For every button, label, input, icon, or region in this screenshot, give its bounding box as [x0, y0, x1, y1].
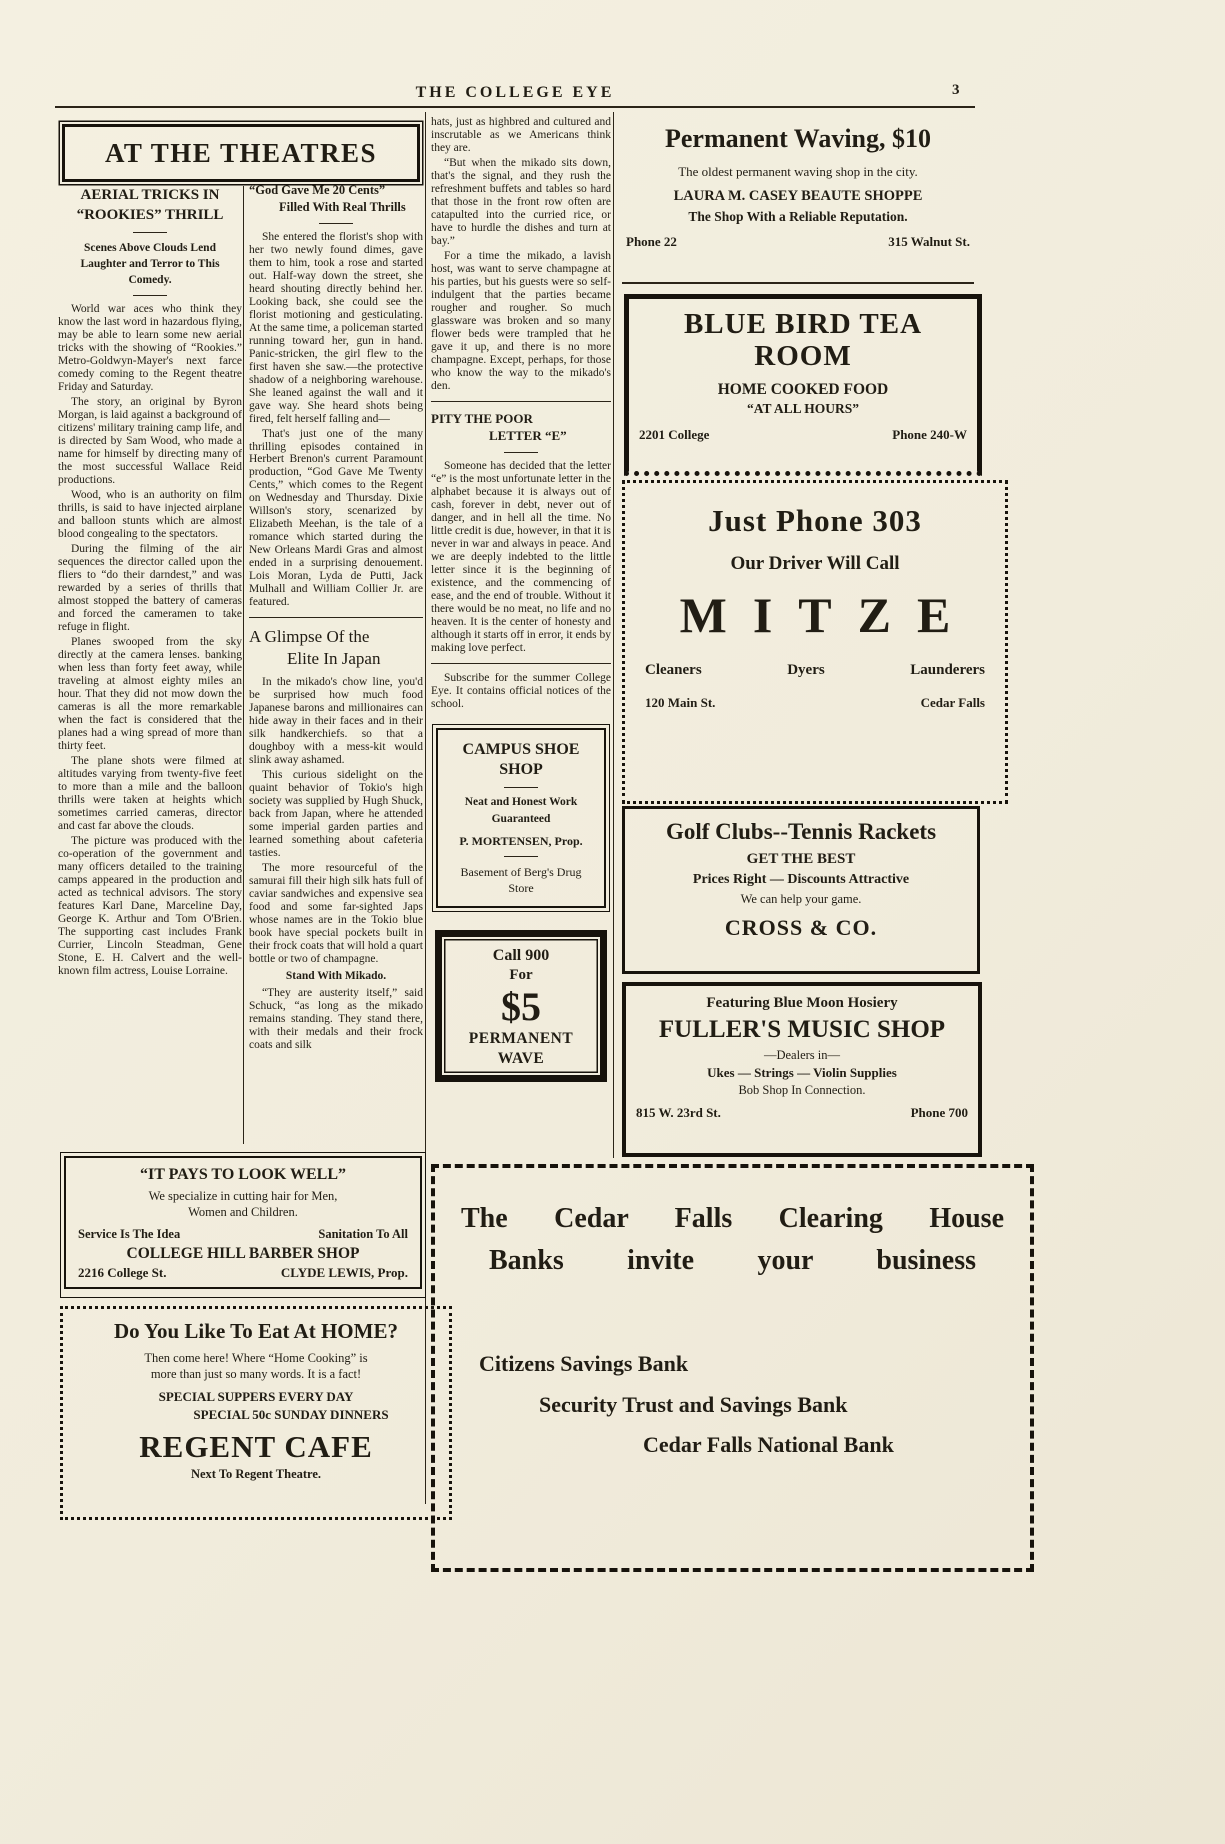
headline-line: “God Gave Me 20 Cents”	[249, 183, 386, 197]
ad-headline	[461, 1198, 1004, 1282]
ad-business-name: COLLEGE HILL BARBER SHOP	[126, 1244, 360, 1262]
ad-title	[629, 309, 977, 373]
section-rule	[504, 452, 538, 453]
ad-phone-line: Just Phone 303	[708, 503, 922, 538]
ad-address: 120 Main St.	[645, 694, 716, 710]
ad-address: 2216 College St.	[78, 1264, 167, 1280]
ad-text: SPECIAL SUPPERS EVERY DAY	[158, 1388, 354, 1404]
ad-text: Then come here! Where “Home Cooking” is more than just so many words. It is a fact!	[144, 1351, 368, 1382]
column-rule	[243, 186, 244, 1144]
column-2	[249, 182, 423, 1144]
ad-text: Neat and Honest Work	[464, 796, 578, 809]
headline-line: LETTER “E”	[489, 428, 567, 444]
ad-title-line: CAMPUS SHOE	[462, 741, 580, 759]
column-3	[431, 116, 611, 1156]
section-rule	[249, 617, 423, 618]
ad-address: 2201 College	[639, 426, 710, 442]
ad-campus-inner	[436, 728, 606, 908]
headline-line: PITY THE POOR	[431, 410, 533, 426]
ad-text: The Shop With a Reliable Reputation.	[688, 209, 908, 224]
ad-text: HOME COOKED FOOD	[717, 380, 889, 398]
ad-fullers-music-shop	[622, 982, 982, 1157]
ad-title: Golf Clubs--Tennis Rackets	[665, 819, 937, 844]
ad-clearing-house-banks	[431, 1164, 1034, 1572]
ad-business-name: MITZE	[679, 587, 977, 643]
newspaper-title: THE COLLEGE EYE	[415, 84, 615, 101]
ad-phone: Phone 700	[910, 1105, 968, 1120]
ad-text: GET THE BEST	[746, 851, 856, 867]
paragraph: The picture was produced with the co-operation of the government and many officers detailed to the training camps appeared in the production and acted as technical advisors. The story features Karl Dane, Marceline Day, George K. Arthur and Tom O'Brien. The supporting cast includes Frank Currier, Lincoln Steadman, Gene Stone, E. H. Calvert and the well-known film actress, Louise Lorraine.	[58, 834, 242, 977]
article-headline	[249, 626, 423, 670]
ad-text: Bob Shop In Connection.	[738, 1083, 866, 1097]
ad-permanent-wave-call	[435, 930, 607, 1082]
ad-slogan-row	[78, 1227, 408, 1242]
ad-headline-line: The Cedar Falls Clearing House	[461, 1203, 1004, 1234]
ad-contact-row	[626, 1105, 978, 1121]
ad-address: 815 W. 23rd St.	[636, 1105, 721, 1120]
bank-name: Security Trust and Savings Bank	[539, 1391, 848, 1417]
ad-business-name: CROSS & CO.	[724, 915, 878, 940]
paragraph: The story, an original by Byron Morgan, is laid against a background of citizens' military training camp life, and is directed by Sam Wood, who made a name for himself by directing many of the most successful Wallace Reid productions.	[58, 396, 242, 487]
ad-title: “IT PAYS TO LOOK WELL”	[139, 1166, 346, 1183]
ad-text: “AT ALL HOURS”	[746, 400, 860, 416]
section-rule	[431, 401, 611, 402]
ad-title	[446, 740, 596, 780]
ad-contact-row	[78, 1265, 408, 1281]
ad-service: Dyers	[787, 661, 825, 678]
ad-text-line: Women and Children.	[188, 1205, 298, 1220]
paragraph: Someone has decided that the letter “e” is the most unfortunate letter in the alphabet because it is always out of cash, forever in debt, never out of danger, and in hell all the time. No little credit is due, however, in that it is never in war and always in peace. And we are deeply indebted to the little letter since it is the beginning of existence, and the commencing of ease, and the end of trouble. Without it there would be no meat, no life and no heaven. It is the center of honesty and although it starts off in error, it ends by making love perfect.	[431, 459, 611, 654]
ad-text: Prices Right — Discounts Attractive	[692, 872, 910, 887]
ad-slogan: Service Is The Idea	[78, 1226, 181, 1241]
ad-title-line: ROOM	[754, 339, 852, 372]
subscribe-note: Subscribe for the summer College Eye. It contains official notices of the school.	[431, 671, 611, 710]
paragraph: “They are austerity itself,” said Schuck, “as long as the mikado remains standing. They stand there, with their medals and their frock coats and silk	[249, 987, 423, 1052]
ad-text: The oldest permanent waving shop in the city.	[678, 164, 918, 179]
ad-text: SPECIAL 50c SUNDAY DINNERS	[193, 1406, 389, 1422]
section-rule	[133, 232, 167, 233]
headline-line: Elite In Japan	[287, 649, 381, 669]
ad-proprietor: CLYDE LEWIS, Prop.	[280, 1264, 408, 1280]
ad-text: We can help your game.	[740, 892, 862, 906]
ad-cross-and-co	[622, 806, 980, 974]
article-headline	[58, 186, 242, 225]
ad-title: Do You Like To Eat At HOME?	[114, 1319, 398, 1343]
ad-contact-row	[622, 234, 974, 250]
ad-phone: Phone 240-W	[892, 426, 967, 442]
column-1	[58, 186, 242, 1146]
ad-text-line: We specialize in cutting hair for Men,	[148, 1189, 338, 1203]
paragraph: The more resourceful of the samurai fill their high silk hats full of caviar sandwiches and expensive sea food and some far-sighted Japs whose names are in the Tokio blue book have special pockets built in their frock coats that will hold a quart bottle or two of champagne.	[249, 862, 423, 966]
ad-services-row	[639, 662, 991, 679]
ad-title-line: BLUE BIRD TEA	[683, 308, 923, 340]
ad-casey-beaute-shoppe	[622, 118, 974, 284]
paragraph: hats, just as highbred and cultured and inscrutable as we Americans think they are.	[431, 116, 611, 154]
article-crosshead: Stand With Mikado.	[285, 970, 387, 983]
ad-phone: Phone 22	[626, 234, 677, 249]
ad-text: Call 900	[492, 947, 550, 965]
article-subhead: Scenes Above Clouds Lend Laughter and Terror to This Comedy.	[80, 242, 220, 287]
ad-city: Cedar Falls	[920, 694, 985, 710]
page-number: 3	[952, 82, 960, 98]
bank-name: Citizens Savings Bank	[479, 1351, 689, 1376]
ad-title-line: SHOP	[499, 761, 543, 779]
ad-service: Launderers	[910, 661, 985, 678]
ad-text: PERMANENT	[468, 1030, 574, 1048]
ad-bank-list	[461, 1344, 1004, 1466]
ad-mitze-cleaners	[622, 480, 1008, 804]
ad-college-hill-barber	[60, 1152, 426, 1298]
section-rule	[504, 787, 538, 788]
masthead-rule	[55, 106, 975, 108]
paragraph: She entered the florist's shop with her two newly found dimes, gave them to him, took a rose and started out. Half-way down the street, she heard shouting directly behind her. Looking back, she could see the florist motioning and gesticulating. At the same time, a policeman started running toward her, gun in hand. Panic-stricken, the girl flew to the first haven she saw.—the protective shadow of a neighboring warehouse. She leaned against the wall and it gave way. She heard shots being fired, felt herself falling and—	[249, 230, 423, 425]
ad-text: Featuring Blue Moon Hosiery	[706, 995, 898, 1011]
ad-proprietor: P. MORTENSEN, Prop.	[459, 834, 583, 849]
paragraph: Planes swooped from the sky directly at the camera lenses. banking when less than forty feet away, while traveling at almost eighty miles an hour. That they did not mow down the cameras is all the more remarkable when the fact is considered that the planes had a wing spread of more than thirty feet.	[58, 635, 242, 752]
ad-contact-row	[629, 427, 977, 443]
ad-barber-inner	[64, 1156, 422, 1289]
headline-line: AERIAL TRICKS IN	[80, 187, 220, 203]
paragraph: That's just one of the many thrilling episodes contained in Herbert Brenon's current Paramount production, “God Gave Me Twenty Cents,” which comes to the Regent on Wednesday and Thursday. Dixie Willson's story, scenarized by Elizabeth Meehan, is the tale of a romance which started during the New Orleans Mardi Gras and almost ended in a surprising denouement. Lois Moran, Lyda de Putti, Jack Mulhall and William Collier Jr. are featured.	[249, 427, 423, 609]
headline-line: Filled With Real Thrills	[279, 199, 406, 214]
section-rule	[504, 856, 538, 857]
ad-text	[78, 1188, 408, 1221]
section-rule	[319, 223, 353, 224]
theatres-banner-title: AT THE THEATRES	[104, 137, 378, 168]
article-headline	[431, 410, 611, 445]
ad-text: WAVE	[497, 1049, 545, 1067]
ad-slogan: Sanitation To All	[318, 1226, 408, 1241]
paragraph: For a time the mikado, a lavish host, was want to serve champagne at his parties, but his guests were so self-indulgent that the parties became rougher and rougher. So much glassware was broken and so many flower beds were trampled that he gave it up, and there is no more champagne. Except, perhaps, for those who know the way to the mikado's den.	[431, 249, 611, 392]
ad-location	[446, 865, 596, 896]
ad-blue-bird-tea-room	[624, 294, 982, 476]
ad-headline-line: Banks invite your business	[489, 1245, 976, 1276]
ad-title: FULLER'S MUSIC SHOP	[658, 1016, 946, 1043]
ad-text: Guaranteed	[491, 813, 551, 826]
ad-address: 315 Walnut St.	[888, 234, 970, 249]
headline-line: “ROOKIES” THRILL	[76, 206, 224, 223]
paragraph: Wood, who is an authority on film thrills, is said to have injected airplane and balloon stunts which are almost blood congealing to the spectators.	[58, 489, 242, 541]
section-rule	[133, 295, 167, 296]
paragraph: In the mikado's chow line, you'd be surprised how much food Japanese barons and millionaires can hide away in their faces and in their silk handkerchiefs. so that a doughboy with a mess-kit would slink away ashamed.	[249, 676, 423, 767]
ad-contact-row	[639, 695, 991, 711]
ad-title: Permanent Waving, $10	[664, 124, 932, 153]
ad-text: —Dealers in—	[763, 1048, 841, 1062]
ad-business-name: LAURA M. CASEY BEAUTE SHOPPE	[673, 188, 923, 204]
ad-campus-shoe-shop	[432, 724, 610, 912]
ad-text: Ukes — Strings — Violin Supplies	[707, 1065, 897, 1080]
ad-text: Store	[508, 880, 534, 895]
bank-name: Cedar Falls National Bank	[643, 1432, 894, 1458]
ad-text: Our Driver Will Call	[730, 553, 900, 574]
paragraph: World war aces who think they know the last word in hazardous flying, may be able to learn some new aerial tricks with the showing of “Rookies.” Metro-Goldwyn-Mayer's next farce comedy coming to the Regent theatre Friday and Saturday.	[58, 303, 242, 394]
article-headline	[249, 182, 423, 216]
paragraph: “But when the mikado sits down, that's the signal, and they rush the refreshment buffets and tables so hard that those in the front row often are catapulted into the curried rice, or have to hurdle the dishes and turn at bay.”	[431, 156, 611, 247]
ad-text: Next To Regent Theatre.	[190, 1466, 322, 1481]
paragraph: During the filming of the air sequences the director called upon the fliers to “do their darndest,” and was rewarded by a series of thrills that almost stopped the battery of cameras and forced the cameramen to take refuge in flight.	[58, 543, 242, 633]
ad-text: For	[509, 967, 533, 984]
ad-price: $5	[501, 984, 541, 1030]
ad-business-name: REGENT CAFE	[139, 1428, 373, 1464]
theatres-section-banner	[62, 124, 420, 182]
column-rule	[613, 112, 614, 1158]
section-rule	[431, 663, 611, 664]
paragraph: This curious sidelight on the quaint behavior of Tokio's high society was supplied by Hugh Shuck, back from Japan, where he attended some imperial garden parties and learned something about cafeteria tasties.	[249, 769, 423, 860]
paragraph: The plane shots were filmed at altitudes varying from twenty-five feet to more than a mile and the balloon thrills were taken at heights which sometimes carried cameras, director and cast far above the clouds.	[58, 754, 242, 832]
ad-text: Basement of Berg's Drug	[460, 864, 582, 879]
ad-service: Cleaners	[645, 661, 702, 678]
headline-line: A Glimpse Of the	[249, 627, 370, 647]
ad-regent-cafe	[60, 1306, 452, 1520]
